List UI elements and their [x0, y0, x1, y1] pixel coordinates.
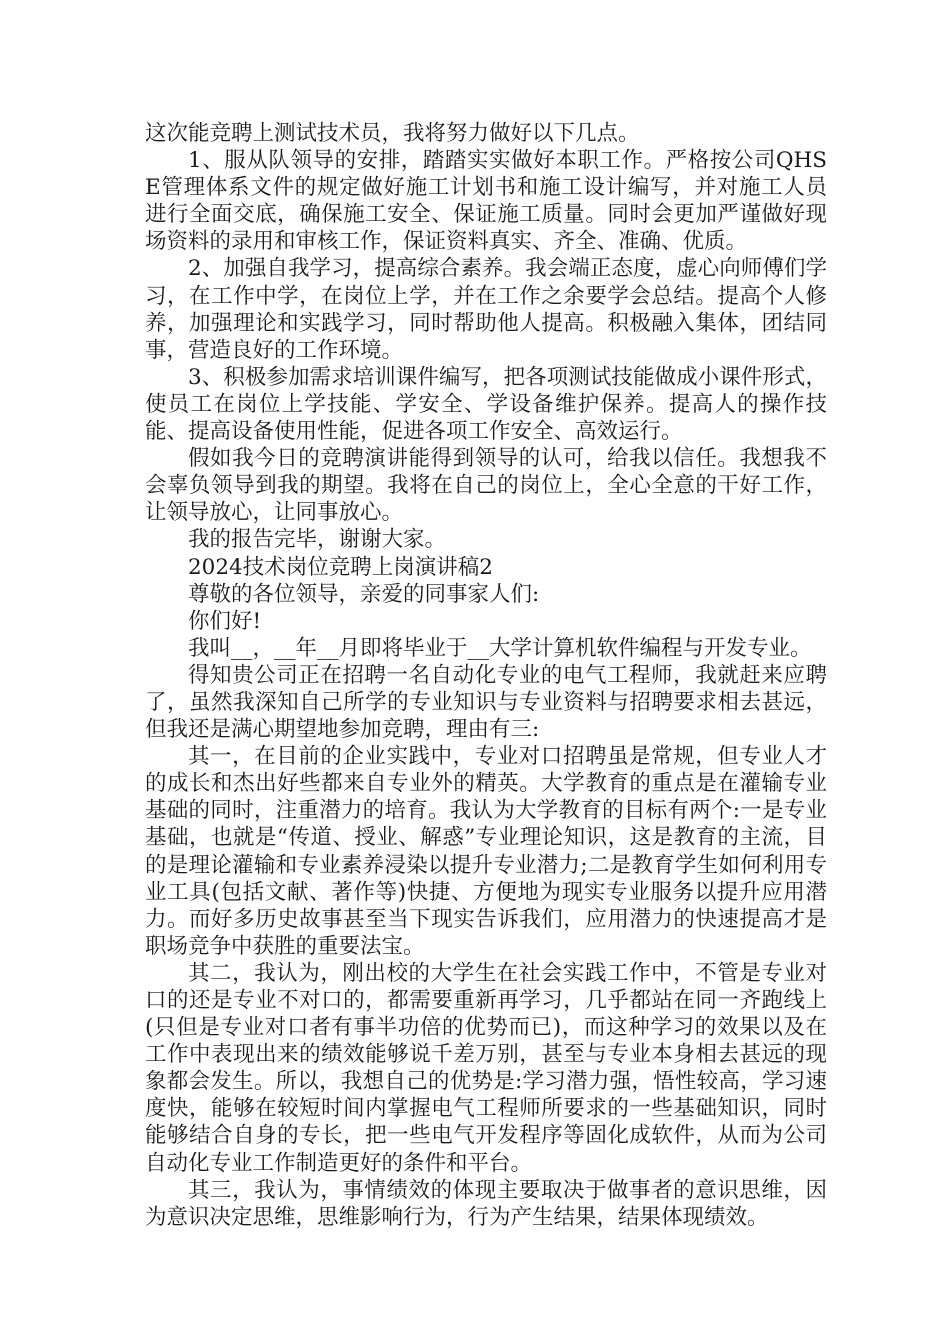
paragraph-reason-3: 其三，我认为，事情绩效的体现主要取决于做事者的意识思维，因为意识决定思维，思维影响行为，行为产生结果，结果体现绩效。: [145, 1177, 827, 1230]
greeting: 你们好!: [188, 608, 262, 634]
salutation: 尊敬的各位领导，亲爱的同事家人们:: [188, 581, 540, 607]
paragraph-point-3: 3、积极参加需求培训课件编写，把各项测试技能做成小课件形式，使员工在岗位上学技能、学安全、学设备维护保养。提高人的操作技能、提高设备使用性能，促进各项工作安全、高效运行。: [145, 364, 827, 445]
paragraph-reason-intro: 得知贵公司正在招聘一名自动化专业的电气工程师，我就赶来应聘了，虽然我深知自己所学的专业知识与专业资料与招聘要求相去甚远，但我还是满心期望地参加竞聘，理由有三:: [145, 662, 827, 743]
document-body: [145, 120, 827, 1231]
paragraph-self-intro: 我叫__，__年__月即将毕业于__大学计算机软件编程与开发专业。: [188, 635, 812, 661]
paragraph-closing-hope: 假如我今日的竞聘演讲能得到领导的认可，给我以信任。我想我不会辜负领导到我的期望。我将在自己的岗位上，全心全意的干好工作，让领导放心，让同事放心。: [145, 446, 827, 526]
paragraph-point-2: 2、加强自我学习，提高综合素养。我会端正态度，虚心向师傅们学习，在工作中学，在岗位上学，并在工作之余要学会总结。提高个人修养，加强理论和实践学习，同时帮助他人提高。积极融入集体，团结同事，营造良好的工作环境。: [145, 256, 827, 363]
paragraph-point-1: 1、服从队领导的安排，踏踏实实做好本职工作。严格按公司QHSE管理体系文件的规定做好施工计划书和施工设计编写，并对施工人员进行全面交底，确保施工安全、保证施工质量。同时会更加严谨做好现场资料的录用和审核工作，保证资料真实、齐全、准确、优质。: [145, 148, 827, 255]
paragraph-intro: 这次能竞聘上测试技术员，我将努力做好以下几点。: [145, 121, 640, 146]
paragraph-thanks: 我的报告完毕，谢谢大家。: [188, 527, 447, 553]
paragraph-reason-1: 其一，在目前的企业实践中，专业对口招聘虽是常规，但专业人才的成长和杰出好些都来自专业外的精英。大学教育的重点是在灌输专业基础的同时，注重潜力的培育。我认为大学教育的目标有两个:一是专业基础，也就是“传道、授业、解惑”专业理论知识，这是教育的主流，目的是理论灌输和专业素养浸染以提升专业潜力;二是教育学生如何利用专业工具(包括文献、著作等)快捷、方便地为现实专业服务以提升应用潜力。而好多历史故事甚至当下现实告诉我们，应用潜力的快速提高才是职场竞争中获胜的重要法宝。: [145, 744, 827, 959]
paragraph-reason-2: 其二，我认为，刚出校的大学生在社会实践工作中，不管是专业对口的还是专业不对口的，都需要重新再学习，几乎都站在同一齐跑线上(只但是专业对口者有事半功倍的优势而已)，而这种学习的效果以及在工作中表现出来的绩效能够说千差万别，甚至与专业本身相去甚远的现象都会发生。所以，我想自己的优势是:学习潜力强，悟性较高，学习速度快，能够在较短时间内掌握电气工程师所要求的一些基础知识，同时能够结合自身的专长，把一些电气开发程序等固化成软件，从而为公司自动化专业工作制造更好的条件和平台。: [145, 960, 827, 1176]
section-title: 2024技术岗位竞聘上岗演讲稿2: [188, 554, 493, 580]
